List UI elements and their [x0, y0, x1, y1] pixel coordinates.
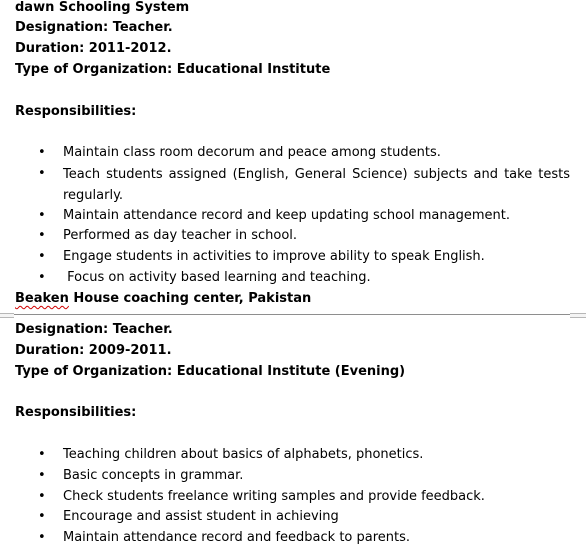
list-item-text: Teaching children about basics of alphabets, phonetics. [63, 447, 424, 462]
page-break-right-edge [570, 313, 586, 318]
bullet-icon: • [38, 530, 46, 545]
page-break-line [14, 314, 572, 315]
organization-type: Type of Organization: Educational Institute [15, 62, 331, 77]
list-item-text: Performed as day teacher in school. [63, 228, 298, 243]
bullet-icon: • [38, 208, 46, 223]
company-name [15, 291, 311, 307]
page-break-left-edge [0, 313, 14, 318]
list-item-text: Focus on activity based learning and teaching. [63, 270, 371, 285]
list-item-text: Engage students in activities to improve ability to speak English. [63, 249, 485, 264]
spellcheck-word[interactable]: Beaken [15, 291, 69, 306]
list-item-text: Check students freelance writing samples and provide feedback. [63, 489, 485, 504]
bullet-icon: • [38, 166, 46, 181]
list-item-text: Maintain attendance record and feedback to parents. [63, 530, 411, 545]
list-item-text: Teach students assigned (English, General Science) subjects and take tests regularly. [63, 167, 570, 203]
designation: Designation: Teacher. [15, 322, 173, 337]
company-name: dawn Schooling System [15, 0, 190, 15]
list-item-text: Basic concepts in grammar. [63, 468, 244, 483]
bullet-icon: • [38, 270, 46, 285]
designation: Designation: Teacher. [15, 20, 173, 35]
page-break [0, 313, 586, 317]
responsibilities-heading: Responsibilities: [15, 104, 137, 119]
bullet-icon: • [38, 249, 46, 264]
list-item-text: Maintain class room decorum and peace among students. [63, 145, 441, 160]
organization-type: Type of Organization: Educational Institute (Evening) [15, 364, 406, 379]
duration: Duration: 2011-2012. [15, 41, 172, 56]
bullet-icon: • [38, 468, 46, 483]
bullet-icon: • [38, 228, 46, 243]
bullet-icon: • [38, 489, 46, 504]
responsibilities-heading: Responsibilities: [15, 405, 137, 420]
bullet-icon: • [38, 509, 46, 524]
list-item-text: Maintain attendance record and keep updating school management. [63, 208, 510, 223]
duration: Duration: 2009-2011. [15, 343, 172, 358]
company-name-rest: House coaching center, Pakistan [68, 291, 312, 306]
bullet-icon: • [38, 145, 46, 160]
list-item-text: Encourage and assist student in achieving [63, 509, 339, 524]
bullet-icon: • [38, 447, 46, 462]
